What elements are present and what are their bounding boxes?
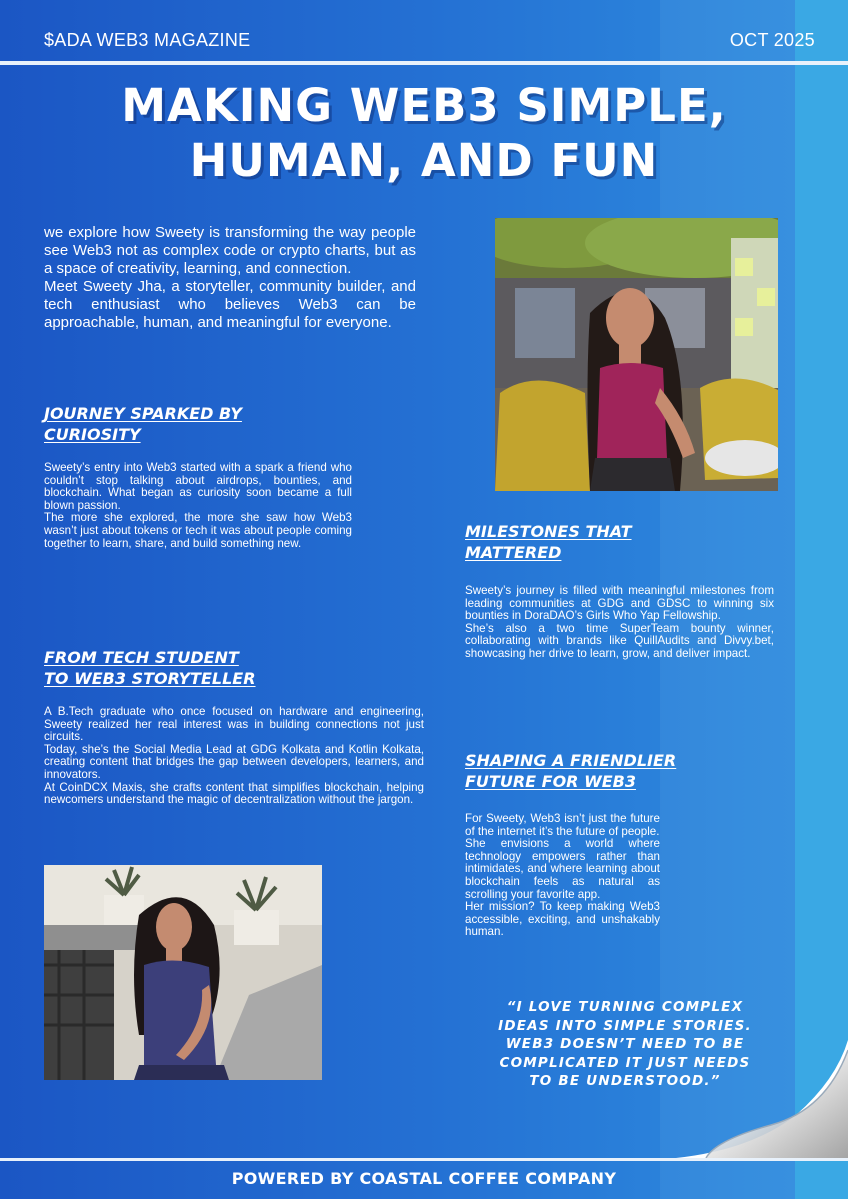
footer-rule [0,1158,848,1161]
intro-text [44,224,416,332]
magazine-name: $ADA WEB3 MAGAZINE [44,30,251,50]
student-paragraph-1: A B.Tech graduate who once focused on hardware and engineering, Sweety realized her real interest was in building connections not just circuits. [44,705,424,744]
issue-date: OCT 2025 [729,30,815,50]
page-curl-icon [676,1040,848,1158]
heading-milestones-line-2: MATTERED [465,543,562,562]
footer-text: POWERED BY COASTAL COFFEE COMPANY [231,1169,617,1188]
heading-journey-line-1: JOURNEY SPARKED BY [44,404,242,423]
heading-journey [44,403,242,445]
heading-milestones-line-1: MILESTONES THAT [465,522,632,541]
page-title [0,78,848,188]
future-paragraph-2: She envisions a world where technology empowers rather than intimidates, and where learning about blockchain feels as natural as scrolling your favorite app. [465,837,660,901]
milestones-paragraph-2: She’s also a two time SuperTeam bounty winner, collaborating with brands like QuillAudits and Divvy.bet, showcasing her drive to learn, grow, and deliver impact. [465,621,774,660]
photo-restaurant [495,218,778,491]
milestones-text [465,585,774,661]
heading-journey-line-2: CURIOSITY [44,425,141,444]
photo-balcony [44,865,322,1080]
journey-text [44,462,352,550]
heading-future-line-1: SHAPING A FRIENDLIER [465,751,677,770]
journey-paragraph-2: The more she explored, the more she saw how Web3 wasn’t just about tokens or tech it was about people coming together to learn, share, and build something new. [44,511,352,550]
title-line-2: HUMAN, AND FUN [189,134,659,187]
heading-future [465,750,676,792]
student-paragraph-2: Today, she’s the Social Media Lead at GDG Kolkata and Kotlin Kolkata, creating content that bridges the gap between developers, learners, and innovators. [44,742,424,781]
heading-milestones [465,521,632,563]
future-text [465,813,660,939]
journey-paragraph-1: Sweety’s entry into Web3 started with a spark a friend who couldn’t stop talking about airdrops, bounties, and blockchain. What began as curiosity soon became a full blown passion. [44,461,352,512]
future-paragraph-3: Her mission? To keep making Web3 accessible, exciting, and unshakably human. [465,900,660,939]
milestones-paragraph-1: Sweety’s journey is filled with meaningful milestones from leading communities at GDG and GDSC to winning six bounties in DoraDAO’s Girls Who Yap Fellowship. [465,584,774,623]
intro-paragraph-1: we explore how Sweety is transforming the way people see Web3 not as complex code or crypto charts, but as a space of creativity, learning, and connection. [44,224,416,277]
future-paragraph-1: For Sweety, Web3 isn’t just the future of the internet it’s the future of people. [465,812,660,838]
student-text [44,706,424,807]
student-paragraph-3: At CoinDCX Maxis, she crafts content that simplifies blockchain, helping newcomers understand the magic of decentralization without the jargon. [44,780,424,807]
heading-student-line-1: FROM TECH STUDENT [44,648,239,667]
heading-student [44,647,256,689]
heading-future-line-2: FUTURE FOR WEB3 [465,772,636,791]
pull-quote: “I LOVE TURNING COMPLEX IDEAS INTO SIMPLE STORIES. WEB3 DOESN’T NEED TO BE COMPLICATED IT JUST NEEDS TO BE UNDERSTOOD.” [498,999,752,1089]
heading-student-line-2: TO WEB3 STORYTELLER [44,669,256,688]
intro-paragraph-2: Meet Sweety Jha, a storyteller, community builder, and tech enthusiast who believes Web3 can be approachable, human, and meaningful for everyone. [44,278,416,331]
header-rule [0,61,848,65]
title-line-1: MAKING WEB3 SIMPLE, [121,79,727,132]
